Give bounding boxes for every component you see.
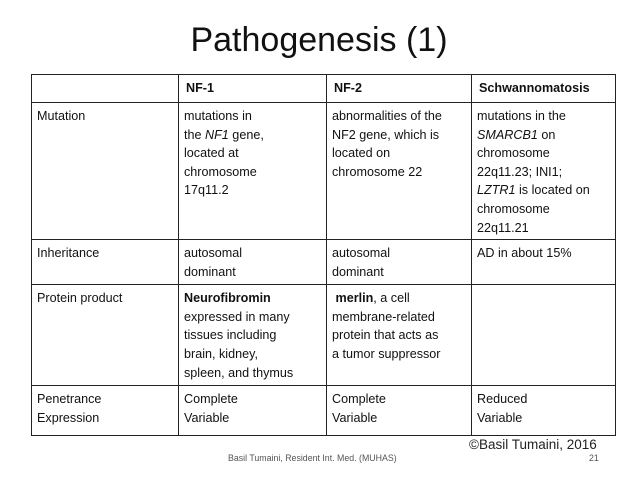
cell-penetrance-nf2 xyxy=(327,386,472,436)
cell-text: 22q11.23; INI1; xyxy=(477,164,563,179)
header-nf2: NF-2 xyxy=(327,75,472,103)
cell-inheritance-nf2 xyxy=(327,240,472,285)
page-number: 21 xyxy=(589,453,599,463)
cell-text: 17q11.2 xyxy=(184,183,229,198)
cell-mutation-schwannomatosis xyxy=(472,103,616,240)
cell-text: located on xyxy=(332,146,391,161)
copyright-notice: ©Basil Tumaini, 2016 xyxy=(469,437,597,452)
table-row-mutation xyxy=(32,103,616,240)
cell-text: abnormalities of the xyxy=(332,109,442,123)
row-label-text: Expression xyxy=(37,410,100,425)
cell-text: located at xyxy=(184,146,239,161)
gene-name-nf1: NF1 xyxy=(205,127,229,142)
cell-text: tissues including xyxy=(184,328,277,343)
cell-inheritance-nf1 xyxy=(179,240,327,285)
row-label-text: Mutation xyxy=(37,109,86,123)
cell-penetrance-schwannomatosis xyxy=(472,386,616,436)
cell-text: mutations in xyxy=(184,109,252,123)
cell-text: dominant xyxy=(184,264,236,279)
cell-mutation-nf1 xyxy=(179,103,327,240)
cell-text: autosomal xyxy=(332,246,391,261)
row-label-penetrance-expression xyxy=(32,386,179,436)
table-row-penetrance-expression xyxy=(32,386,616,436)
cell-text: autosomal xyxy=(184,246,243,261)
cell-text: a tumor suppressor xyxy=(332,346,441,361)
header-nf1: NF-1 xyxy=(179,75,327,103)
cell-text: mutations in the xyxy=(477,109,566,123)
cell-text: , a cell xyxy=(373,291,410,306)
cell-text: expressed in many xyxy=(184,309,290,324)
header-schwannomatosis: Schwannomatosis xyxy=(472,75,616,103)
cell-text: protein that acts as xyxy=(332,328,439,343)
slide-footer: Basil Tumaini, Resident Int. Med. (MUHAS) xyxy=(228,453,397,463)
pathogenesis-table xyxy=(31,74,616,436)
cell-text: chromosome 22 xyxy=(332,164,423,179)
table-row-inheritance xyxy=(32,240,616,285)
cell-text: the xyxy=(184,127,206,142)
cell-text: chromosome xyxy=(477,201,550,216)
cell-text: gene, xyxy=(228,127,264,142)
row-label-protein-product xyxy=(32,285,179,386)
slide-title: Pathogenesis (1) xyxy=(190,21,448,59)
row-label-mutation xyxy=(32,103,179,240)
row-label-text: Penetrance xyxy=(37,392,102,407)
protein-name-merlin: merlin xyxy=(335,291,374,306)
cell-text: NF2 gene, which is xyxy=(332,127,440,142)
cell-penetrance-nf1 xyxy=(179,386,327,436)
cell-text: brain, kidney, xyxy=(184,346,258,361)
cell-text xyxy=(477,181,610,200)
cell-text: Complete xyxy=(184,392,238,407)
cell-text: AD in about 15% xyxy=(477,246,572,261)
cell-text: Reduced xyxy=(477,392,528,407)
cell-text: Variable xyxy=(184,410,230,425)
table-row-protein-product xyxy=(32,285,616,386)
row-label-text: Inheritance xyxy=(37,246,100,261)
cell-mutation-nf2 xyxy=(327,103,472,240)
table-header-row xyxy=(32,75,616,103)
cell-text: spleen, and thymus xyxy=(184,365,294,380)
cell-protein-nf2 xyxy=(327,285,472,386)
row-label-inheritance xyxy=(32,240,179,285)
cell-text xyxy=(332,289,466,308)
row-label-text: Protein product xyxy=(37,291,123,306)
cell-text: membrane-related xyxy=(332,309,435,324)
cell-protein-nf1 xyxy=(179,285,327,386)
cell-text: Variable xyxy=(332,410,378,425)
cell-text: chromosome xyxy=(184,164,257,179)
cell-text: on xyxy=(537,127,556,142)
cell-text: Complete xyxy=(332,392,386,407)
cell-text: is located on xyxy=(515,183,590,198)
cell-text: Variable xyxy=(477,410,523,425)
protein-name-neurofibromin: Neurofibromin xyxy=(184,291,271,306)
cell-protein-schwannomatosis xyxy=(472,285,616,386)
header-empty xyxy=(32,75,179,103)
cell-text: 22q11.21 xyxy=(477,220,529,235)
cell-text: dominant xyxy=(332,264,384,279)
cell-text xyxy=(184,126,321,145)
cell-inheritance-schwannomatosis xyxy=(472,240,616,285)
cell-text: chromosome xyxy=(477,146,550,161)
gene-name-lztr1: LZTR1 xyxy=(477,183,516,198)
cell-text xyxy=(477,126,610,145)
gene-name-smarcb1: SMARCB1 xyxy=(477,127,538,142)
